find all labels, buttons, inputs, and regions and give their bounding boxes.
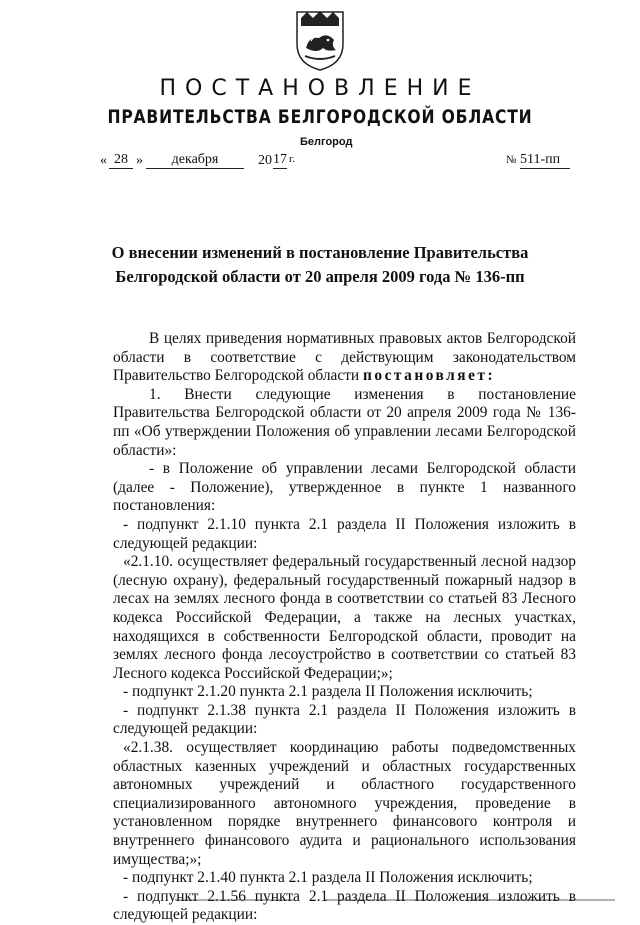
bottom-scan-marks [175,898,615,902]
document-heading [0,241,640,289]
city-name: Белгород [300,136,353,148]
document-type-title: ПОСТАНОВЛЕНИЕ [159,76,481,101]
date-close-quote: » [136,153,143,168]
paragraph-amendment-scope: - в Положение об управлении лесами Белгородской области (далее - Положение), утвержденное в пункте 1 названного постановления: [113,460,576,515]
paragraph-item-1: 1. Внести следующие изменения в постановление Правительства Белгородской области от 20 апреля 2009 года № 136-пп «Об утверждении Положения об управлении лесами Белгородской области»: [113,385,576,459]
document-body [113,330,576,925]
date-year-prefix: 20 [258,153,272,168]
paragraph-preamble [113,330,576,386]
date-open-quote: « [100,153,107,168]
paragraph-quote-2-1-38: «2.1.38. осуществляет координацию работы подведомственных областных казенных учреждений и областных государственных автономных учреждений и областного государственного специализированного автономного учреждения, проведение в установленном порядке внутреннего финансового контроля и внутреннего финансового аудита и рационального использования имущества;»; [113,739,576,868]
issuing-authority: ПРАВИТЕЛЬСТВА БЕЛГОРОДСКОЙ ОБЛАСТИ [107,106,533,128]
paragraph-subitem-2-1-56: - подпункт 2.1.56 пункта 2.1 раздела II Положения изложить в следующей редакции: [113,887,576,924]
paragraph-subitem-2-1-10: - подпункт 2.1.10 пункта 2.1 раздела II Положения изложить в следующей редакции: [113,515,576,552]
preamble-text: В целях приведения нормативных правовых актов Белгородской области в соответствие с действующим законодательством Правительство Белгородской области [113,330,576,385]
paragraph-subitem-2-1-40: - подпункт 2.1.40 пункта 2.1 раздела II Положения исключить; [123,869,533,887]
date-year-abbr: г. [289,153,296,165]
number-label: № [506,154,517,166]
paragraph-quote-2-1-10: «2.1.10. осуществляет федеральный государственный лесной надзор (лесную охрану), федеральный государственный пожарный надзор в лесах на землях лесного фонда в соответствии со статьей 83 Лесного кодекса Российской Федерации, а также на лесных участках, находящихся в собственности Белгородской области, проводит на землях лесного фонда лесоустройство в соответствии со статьей 83 Лесного кодекса Российской Федерации;»; [113,553,576,682]
heading-line-2: Белгородской области от 20 апреля 2009 года № 136-пп [115,267,525,286]
date-year-suffix: 17 [273,152,287,167]
document-number: 511-пп [520,152,570,169]
paragraph-subitem-2-1-38: - подпункт 2.1.38 пункта 2.1 раздела II Положения изложить в следующей редакции: [113,701,576,738]
paragraph-subitem-2-1-20: - подпункт 2.1.20 пункта 2.1 раздела II Положения исключить; [123,683,533,701]
date-day: 28 [109,152,133,169]
date-month: декабря [146,152,244,169]
date-number-row [0,152,640,174]
resolution-keyword: постановляет: [363,367,496,385]
heading-line-1: О внесении изменений в постановление Правительства [111,243,529,262]
coat-of-arms-icon [293,8,347,72]
